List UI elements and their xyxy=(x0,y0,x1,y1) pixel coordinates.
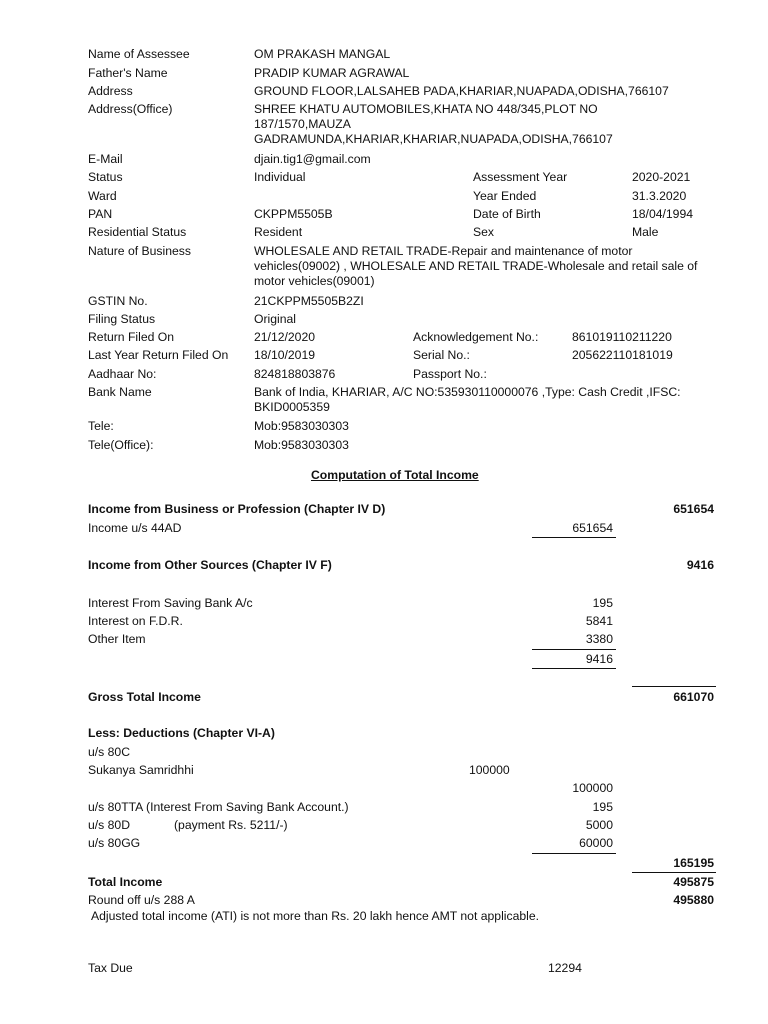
dob-value: 18/04/1994 xyxy=(632,207,693,221)
ati-note: Adjusted total income (ATI) is not more than Rs. 20 lakh hence AMT not applicable. xyxy=(91,909,540,923)
deduction-80gg-value: 60000 xyxy=(579,836,613,850)
other-income-subtotal: 9416 xyxy=(585,652,613,666)
other-income-heading: Income from Other Sources (Chapter IV F) xyxy=(88,558,332,572)
underline xyxy=(532,537,616,538)
other-item-value: 195 xyxy=(592,596,613,610)
assessee-label: Name of Assessee xyxy=(88,47,190,61)
assessment-year-label: Assessment Year xyxy=(473,170,568,184)
gstin-value: 21CKPPM5505B2ZI xyxy=(254,294,364,308)
passport-label: Passport No.: xyxy=(413,367,487,381)
round-off-label: Round off u/s 288 A xyxy=(88,893,195,907)
business-income-total: 651654 xyxy=(673,502,714,516)
address-label: Address xyxy=(88,84,133,98)
deduction-80d-note: (payment Rs. 5211/-) xyxy=(174,818,288,832)
gross-total-value: 661070 xyxy=(673,690,714,704)
deduction-80d-label: u/s 80D xyxy=(88,818,131,832)
underline xyxy=(532,853,616,854)
residential-label: Residential Status xyxy=(88,225,187,239)
other-item-value: 5841 xyxy=(585,614,613,628)
last-return-value: 18/10/2019 xyxy=(254,348,315,362)
pan-label: PAN xyxy=(88,207,113,221)
status-label: Status xyxy=(88,170,123,184)
underline xyxy=(532,649,616,650)
year-ended-value: 31.3.2020 xyxy=(632,189,687,203)
year-ended-label: Year Ended xyxy=(473,189,537,203)
sex-value: Male xyxy=(632,225,659,239)
assessee-value: OM PRAKASH MANGAL xyxy=(254,47,391,61)
other-item-label: Other Item xyxy=(88,632,146,646)
last-return-label: Last Year Return Filed On xyxy=(88,348,229,362)
deductions-heading: Less: Deductions (Chapter VI-A) xyxy=(88,726,275,740)
aadhaar-label: Aadhaar No: xyxy=(88,367,157,381)
ward-label: Ward xyxy=(88,189,117,203)
tele-office-value: Mob:9583030303 xyxy=(254,438,349,452)
income-44ad-value: 651654 xyxy=(572,521,613,535)
tele-value: Mob:9583030303 xyxy=(254,419,349,433)
deduction-80gg-label: u/s 80GG xyxy=(88,836,141,850)
other-item-label: Interest From Saving Bank A/c xyxy=(88,596,253,610)
sex-label: Sex xyxy=(473,225,495,239)
underline xyxy=(632,686,716,687)
other-income-total: 9416 xyxy=(686,558,714,572)
deduction-80c-label: u/s 80C xyxy=(88,745,131,759)
filing-label: Filing Status xyxy=(88,312,156,326)
other-item-value: 3380 xyxy=(585,632,613,646)
deduction-80d-value: 5000 xyxy=(585,818,613,832)
serial-label: Serial No.: xyxy=(413,348,470,362)
bank-label: Bank Name xyxy=(88,385,152,399)
underline xyxy=(532,668,616,669)
business-label: Nature of Business xyxy=(88,244,191,258)
deductions-total: 165195 xyxy=(673,856,714,870)
pan-value: CKPPM5505B xyxy=(254,207,333,221)
ack-value: 861019110211220 xyxy=(572,330,672,344)
business-income-heading: Income from Business or Profession (Chapter IV D) xyxy=(88,502,386,516)
office-address-label: Address(Office) xyxy=(88,102,173,116)
tax-due-label: Tax Due xyxy=(88,961,133,975)
status-value: Individual xyxy=(254,170,306,184)
tele-office-label: Tele(Office): xyxy=(88,438,154,452)
serial-value: 205622110181019 xyxy=(572,348,673,362)
business-value: WHOLESALE AND RETAIL TRADE-Repair and maintenance of motor vehicles(09002) , WHOLESALE AND RETAIL TRADE-Wholesale and retail sale of motor vehicles(09001) xyxy=(254,244,698,288)
income-44ad-label: Income u/s 44AD xyxy=(88,521,182,535)
round-off-value: 495880 xyxy=(673,893,714,907)
computation-title: Computation of Total Income xyxy=(311,468,479,482)
deduction-80c-total: 100000 xyxy=(572,781,613,795)
aadhaar-value: 824818803876 xyxy=(254,367,336,381)
office-address-value: SHREE KHATU AUTOMOBILES,KHATA NO 448/345,PLOT NO 187/1570,MAUZA GADRAMUNDA,KHARIAR,KHARIAR,NUAPADA,ODISHA,766107 xyxy=(254,102,613,146)
sukanya-label: Sukanya Samridhhi xyxy=(88,763,194,777)
deduction-80tta-label: u/s 80TTA (Interest From Saving Bank Account.) xyxy=(88,800,349,814)
tele-label: Tele: xyxy=(88,419,114,433)
sukanya-value: 100000 xyxy=(469,763,510,777)
residential-value: Resident xyxy=(254,225,303,239)
return-filed-label: Return Filed On xyxy=(88,330,175,344)
assessment-year-value: 2020-2021 xyxy=(632,170,691,184)
deduction-80tta-value: 195 xyxy=(592,800,613,814)
address-value: GROUND FLOOR,LALSAHEB PADA,KHARIAR,NUAPADA,ODISHA,766107 xyxy=(254,84,669,98)
tax-due-value: 12294 xyxy=(548,961,582,975)
gross-total-label: Gross Total Income xyxy=(88,690,201,704)
ack-label: Acknowledgement No.: xyxy=(413,330,539,344)
email-label: E-Mail xyxy=(88,152,123,166)
gstin-label: GSTIN No. xyxy=(88,294,148,308)
return-filed-value: 21/12/2020 xyxy=(254,330,315,344)
total-income-label: Total Income xyxy=(88,875,163,889)
email-value: djain.tig1@gmail.com xyxy=(254,152,371,166)
dob-label: Date of Birth xyxy=(473,207,541,221)
father-label: Father's Name xyxy=(88,66,168,80)
filing-value: Original xyxy=(254,312,296,326)
total-income-value: 495875 xyxy=(673,875,714,889)
underline xyxy=(632,872,716,873)
bank-value: Bank of India, KHARIAR, A/C NO:535930110000076 ,Type: Cash Credit ,IFSC: BKID0005359 xyxy=(254,385,681,414)
father-value: PRADIP KUMAR AGRAWAL xyxy=(254,66,410,80)
other-item-label: Interest on F.D.R. xyxy=(88,614,183,628)
